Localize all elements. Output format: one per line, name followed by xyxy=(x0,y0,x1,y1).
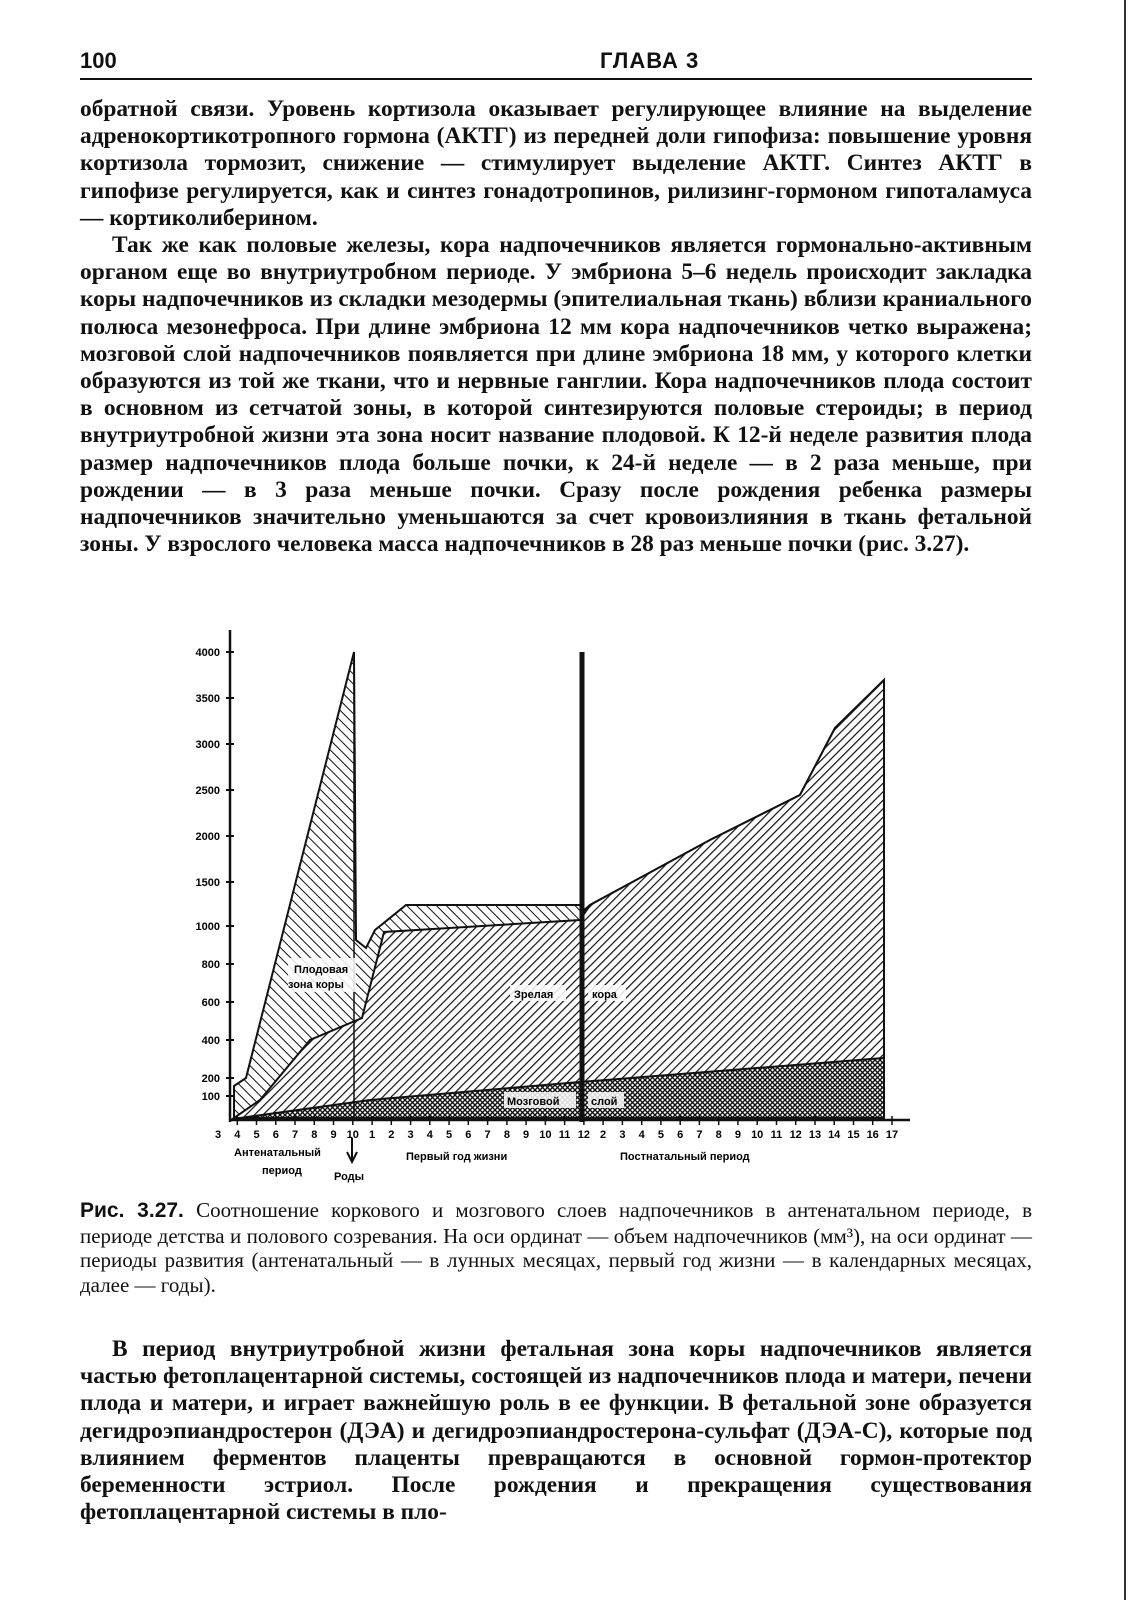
y-tick-label: 400 xyxy=(201,1035,220,1047)
birth-arrow-icon xyxy=(347,1138,357,1162)
fetal-zone-label: зона коры xyxy=(288,979,344,991)
x-tick-label: 9 xyxy=(734,1129,741,1141)
y-tick-label: 3500 xyxy=(195,693,220,705)
y-tick-label: 1500 xyxy=(195,877,220,889)
y-tick-label: 3000 xyxy=(195,739,220,751)
x-tick-label: 8 xyxy=(715,1129,722,1141)
x-tick-label: 8 xyxy=(311,1129,318,1141)
body-text-top xyxy=(80,96,1032,558)
x-tick-label: 9 xyxy=(330,1129,337,1141)
y-tick-label: 800 xyxy=(201,959,220,971)
x-tick-label: 11 xyxy=(558,1129,571,1141)
x-tick-label: 2 xyxy=(600,1129,607,1141)
x-tick-label: 5 xyxy=(253,1129,260,1141)
figure-caption xyxy=(80,1198,1032,1297)
x-tick-label: 7 xyxy=(696,1129,703,1141)
caption-text: Соотношение коркового и мозгового слоев надпочечников в антенатальном периоде, в периоде детства и полового созревания. На оси ординат — объем надпочечников (мм³), на оси ординат — периоды развития (антенатальный — в лунных месяцах, первый год жизни — в календарных месяцах, далее — годы). xyxy=(80,1198,1033,1297)
adrenal-volume-diagram xyxy=(170,630,930,1190)
y-tick-label: 4000 xyxy=(195,647,220,659)
x-tick-label: 6 xyxy=(272,1129,279,1141)
x-tick-label: 11 xyxy=(770,1129,783,1141)
body-text-bottom xyxy=(80,1336,1032,1526)
y-tick-label: 600 xyxy=(201,997,220,1009)
x-tick-label: 10 xyxy=(751,1129,764,1141)
y-ticks xyxy=(196,647,220,1103)
x-tick-label: 6 xyxy=(465,1129,472,1141)
paragraph: Так же как половые железы, кора надпочечников является гормонально-активным органом еще во внутриутробном периоде. У эмбриона 5–6 недель происходит закладка коры надпочечников из складки мезодермы (эпителиальная ткань) вблизи краниального полюса мезонефроса. При длине эмбриона 12 мм кора надпочечников четко выражена; мозговой слой надпочечников появляется при длине эмбриона 18 мм, у которого клетки образуются из той же ткани, что и нервные ганглии. Кора надпочечников плода состоит в основном из сетчатой зоны, в которой синтезируются половые стероиды; в период внутриутробной жизни эта зона носит название плодовой. К 12-й неделе развития плода размер надпочечников плода больше почки, к 24-й неделе — в 2 раза меньше, при рождении — в 3 раза меньше почки. Сразу после рождения ребенка размеры надпочечников значительно уменьшаются за счет кровоизлияния в ткань фетальной зоны. У взрослого человека масса надпочечников в 28 раз меньше почки (рис. 3.27). xyxy=(80,232,1032,558)
antenatal-period-label: Антенатальный xyxy=(234,1147,321,1159)
figure-3-27 xyxy=(170,630,930,1190)
x-tick-label: 6 xyxy=(677,1129,684,1141)
x-tick-label: 4 xyxy=(234,1129,241,1141)
x-tick-label: 14 xyxy=(828,1129,841,1141)
mature-cortex-label: кора xyxy=(592,989,617,1001)
x-tick-label: 3 xyxy=(214,1129,222,1141)
running-header xyxy=(80,48,1032,80)
x-tick-label: 8 xyxy=(503,1129,510,1141)
postnatal-period-label: Постнатальный период xyxy=(620,1151,750,1163)
x-tick-label: 3 xyxy=(407,1129,414,1141)
paragraph: обратной связи. Уровень кортизола оказывает регулирующее влияние на выделение адренокортикотропного гормона (АКТГ) из передней доли гипофиза: повышение уровня кортизола тормозит, снижение — стимулирует выделение АКТГ. Синтез АКТГ в гипофизе регулируется, как и синтез гонадотропинов, рилизинг-гормоном гипоталамуса — кортиколиберином. xyxy=(80,96,1032,231)
x-tick-label: 2 xyxy=(388,1129,395,1141)
x-tick-label: 3 xyxy=(619,1129,626,1141)
first-year-label: Первый год жизни xyxy=(406,1151,508,1163)
mature-cortex-label: Зрелая xyxy=(514,989,554,1001)
x-tick-label: 4 xyxy=(426,1129,433,1141)
y-tick-label: 100 xyxy=(201,1091,220,1103)
page-number: 100 xyxy=(80,48,117,73)
x-tick-label: 10 xyxy=(346,1129,359,1141)
x-tick-label: 7 xyxy=(484,1129,491,1141)
fetal-zone-label: Плодовая xyxy=(294,964,349,976)
x-tick-label: 9 xyxy=(523,1129,530,1141)
x-tick-label: 15 xyxy=(847,1129,860,1141)
x-tick-label: 16 xyxy=(866,1129,879,1141)
x-tick-label: 13 xyxy=(808,1129,822,1141)
paragraph: В период внутриутробной жизни фетальная зона коры надпочечников является частью фетоплацентарной системы, состоящей из надпочечников плода и матери, печени плода и матери, и играет важнейшую роль в ее функции. В фетальной зоне образуется дегидроэпиандростерон (ДЭА) и дегидроэпиандростерона-сульфат (ДЭА-С), которые под влиянием ферментов плаценты превращаются в основной гормон-протектор беременности эстриол. После рождения и прекращения существования фетоплацентарной системы в пло- xyxy=(80,1336,1032,1526)
x-tick-label: 17 xyxy=(885,1129,899,1141)
x-tick-label: 5 xyxy=(657,1129,664,1141)
figure-label: Рис. 3.27. xyxy=(80,1199,184,1222)
x-tick-label: 10 xyxy=(539,1129,552,1141)
birth-label: Роды xyxy=(334,1171,365,1183)
y-tick-label: 200 xyxy=(201,1073,220,1085)
antenatal-period-label: период xyxy=(262,1165,302,1177)
x-tick-label: 7 xyxy=(291,1129,299,1141)
medulla-label: слой xyxy=(591,1096,618,1108)
medulla-label: Мозговой xyxy=(507,1096,560,1108)
page-edge xyxy=(1124,0,1126,1600)
x-tick-label: 5 xyxy=(446,1129,453,1141)
y-tick-label: 1000 xyxy=(195,921,220,933)
x-tick-label: 1 xyxy=(369,1129,376,1141)
y-tick-label: 2000 xyxy=(195,831,220,843)
x-tick-label: 4 xyxy=(638,1129,645,1141)
y-tick-label: 2500 xyxy=(195,785,220,797)
x-tick-label: 12 xyxy=(789,1129,802,1141)
x-tick-label: 12 xyxy=(577,1129,591,1141)
chapter-title: ГЛАВА 3 xyxy=(600,48,700,73)
